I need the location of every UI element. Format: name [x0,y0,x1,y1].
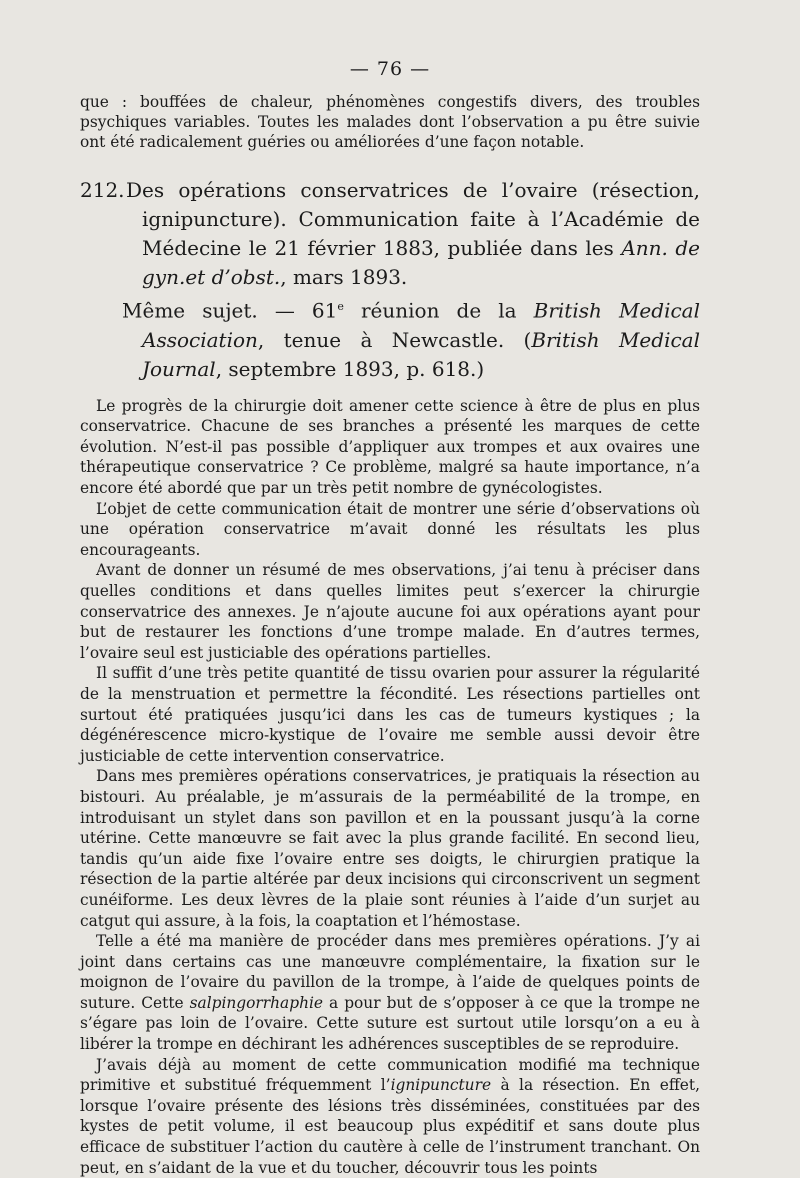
paragraph-text: J’avais déjà au moment de cette communication modifié ma technique primitive et substitué fréquemment l’ [80,1055,700,1095]
paragraph-text: Telle a été ma manière de procéder dans mes premières opérations. J’y ai joint dans certains cas une manœuvre complémentaire, la fixation sur le moignon de l’ovaire du pavillon de la trompe, à l’aide de quelques points de suture. Cette [80,932,700,1012]
entry-title: Des opérations conservatrices de l’ovaire (résection, ignipuncture). [126,178,700,231]
body-paragraph [80,1055,700,1178]
meeting-location: , tenue à Newcastle. ( [257,327,532,352]
same-subject-prefix: Même sujet. — 61 [122,298,338,323]
body-paragraph: Avant de donner un résumé de mes observations, j’ai tenu à préciser dans quelles conditions et dans quelles limites peut s’exercer la chirurgie conservatrice des annexes. Je n’ajoute aucune foi aux opérations ayant pour but de restaurer les fonctions d’une trompe malade. En d’autres termes, l’ovaire seul est justiciable des opérations partielles. [80,561,700,662]
journal-title-1: Ann. de gyn.et d’obst. [142,236,701,289]
same-subject-mid: réunion de la [360,298,517,323]
italic-term: salpingorrhaphie [189,993,324,1012]
page-number: — 76 — [349,58,431,80]
entry-number: 212. [80,178,125,202]
paragraph-text: a pour but de s’opposer à ce que la trompe ne s’égare pas loin de l’ovaire. Cette suture est surtout utile lorsqu’on a eu à libérer la trompe en déchirant les adhérences susceptibles de se reproduire. [80,993,700,1054]
intro-paragraph: que : bouffées de chaleur, phénomènes congestifs divers, des troubles psychiques variables. Toutes les malades dont l’observation a pu être suivie ont été radicalement guéries ou améliorées d’une façon notable. [80,93,700,151]
italic-term: ignipuncture [390,1076,492,1095]
entry-same-subject [80,292,700,384]
body-paragraph: L’objet de cette communication était de montrer une série d’observations où une opération conservatrice m’avait donné les résultats les plus encourageants. [80,499,700,559]
body-paragraph: Le progrès de la chirurgie doit amener cette science à être de plus en plus conservatrice. Chacune de ses branches a présenté les marques de cette évolution. N’est-il pas possible d’appliquer aux trompes et aux ovaires une thérapeutique conservatrice ? Ce problème, malgré sa haute importance, n’a encore été abordé que par un très petit nombre de gynécologistes. [80,396,700,498]
journal-date-1: , mars 1893. [280,265,408,289]
body-paragraph [80,931,700,1055]
entry-main [80,176,700,292]
association-name: British Medical Association [142,298,700,352]
bibliography-entry [80,176,700,384]
body-paragraph: Dans mes premières opérations conservatrices, je pratiquais la résection au bistouri. Au préalable, je m’assurais de la perméabilité de la trompe, en introduisant un stylet dans son pavillon et en la poussant jusqu’à la corne utérine. Cette manœuvre se fait avec la plus grande facilité. En second lieu, tandis qu’un aide fixe l’ovaire entre ses doigts, le chirurgien pratique la résection de la partie altérée par deux incisions qui circonscrivent un segment cunéiforme. Les deux lèvres de la plaie sont réunies à l’aide d’un surjet au catgut qui assure, à la fois, la coaptation et l’hémostase. [80,767,700,930]
body-paragraph: Il suffit d’une très petite quantité de tissu ovarien pour assurer la régularité de la menstruation et permettre la fécondité. Les résections partielles ont surtout été pratiquées jusqu’ici dans les cas de tumeurs kystiques ; la dégénérescence micro-kystique de l’ovaire me semble aussi devoir être justiciable de cette intervention conservatrice. [80,664,700,765]
ordinal-suffix: e [337,300,344,313]
body-text [80,396,700,1178]
journal-date-2: , septembre 1893, p. 618.) [215,356,485,381]
entry-communication: Communication faite à l’Académie de Médecine le 21 février 1883, publiée dans les [142,207,700,260]
paragraph-text: à la résection. En effet, lorsque l’ovaire présente des lésions très disséminées, constituées par des kystes de petit volume, il est beaucoup plus expéditif et sans doute plus efficace de substituer l’action du cautère à celle de l’instrument tranchant. On peut, en s’aidant de la vue et du toucher, découvrir tous les points [80,1076,700,1177]
journal-title-2: British Medical Journal [142,327,700,381]
